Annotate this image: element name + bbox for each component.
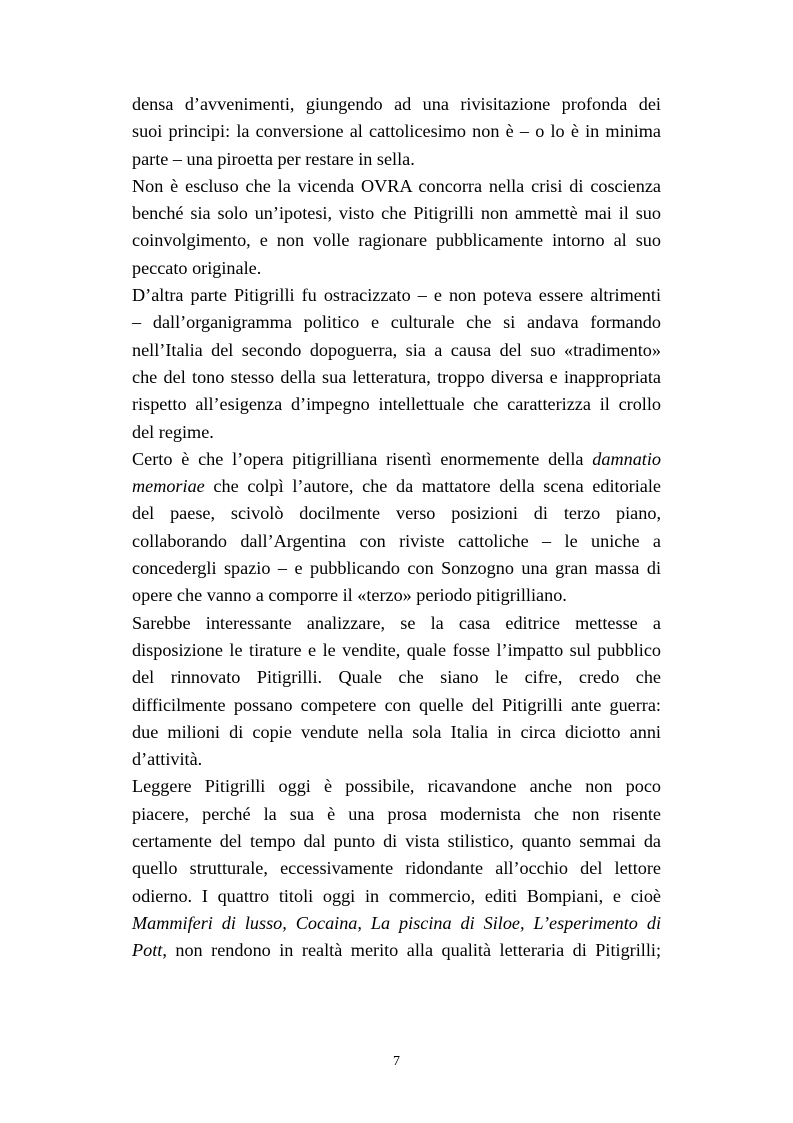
text-line [132,118,661,145]
text-segment: difficilmente possano competere con quelle del Pitigrilli ante guerra: [132,694,661,715]
text-segment: coinvolgimento, e non volle ragionare pubblicamente intorno al suo [132,230,661,251]
text-segment: , non rendono in realtà merito alla qualità letteraria di Pitigrilli; [162,940,661,961]
text-segment: concedergli spazio – e pubblicando con Sonzogno una gran massa di [132,558,661,579]
text-segment: opere che vanno a comporre il «terzo» periodo pitigrilliano. [132,585,567,606]
text-line [132,309,661,336]
text-segment: del rinnovato Pitigrilli. Quale che siano le cifre, credo che [132,667,661,688]
text-line [132,883,661,910]
text-segment: Non è escluso che la vicenda OVRA concorra nella crisi di coscienza [132,175,661,196]
text-segment: del paese, scivolò docilmente verso posizioni di terzo piano, [132,503,661,524]
text-segment: che colpì l’autore, che da mattatore della scena editoriale [204,476,661,497]
text-line [132,91,661,118]
text-segment: collaborando dall’Argentina con riviste cattoliche – le uniche a [132,530,661,551]
text-segment: d’attività. [132,749,203,770]
italic-text: Mammiferi di lusso, Cocaina, La piscina di Siloe, L’esperimento di [132,912,661,933]
text-segment: due milioni di copie vendute nella sola Italia in circa diciotto anni [132,721,661,742]
text-segment: che del tono stesso della sua letteratura, troppo diversa e inappropriata [132,366,661,387]
text-line [132,828,661,855]
text-line [132,801,661,828]
text-line [132,746,661,773]
text-line [132,337,661,364]
text-line [132,692,661,719]
text-line [132,555,661,582]
text-segment: suoi principi: la conversione al cattolicesimo non è – o lo è in minima [132,121,661,142]
text-line [132,528,661,555]
text-segment: – dall’organigramma politico e culturale che si andava formando [132,312,661,333]
text-line [132,227,661,254]
text-segment: piacere, perché la sua è una prosa modernista che non risente [132,803,661,824]
text-line [132,473,661,500]
page-number: 7 [393,1054,400,1069]
text-line [132,719,661,746]
text-line [132,855,661,882]
text-line [132,910,661,937]
text-line [132,500,661,527]
text-segment: quello strutturale, eccessivamente ridondante all’occhio del lettore [132,858,661,879]
text-line [132,146,661,173]
text-line [132,391,661,418]
text-segment: D’altra parte Pitigrilli fu ostracizzato – e non poteva essere altrimenti [132,285,661,306]
text-line [132,610,661,637]
text-segment: densa d’avvenimenti, giungendo ad una rivisitazione profonda dei [132,94,661,114]
text-line [132,173,661,200]
text-line [132,937,661,964]
text-segment: certamente del tempo dal punto di vista stilistico, quanto semmai da [132,831,661,852]
italic-text: memoriae [132,476,205,497]
italic-text: damnatio [592,448,661,469]
text-line [132,773,661,800]
text-segment: odierno. I quattro titoli oggi in commercio, editi Bompiani, e cioè [132,885,661,906]
text-line [132,637,661,664]
text-line [132,664,661,691]
text-line [132,419,661,446]
italic-text: Pott [132,940,163,961]
text-segment: rispetto all’esigenza d’impegno intellettuale che caratterizza il crollo [132,394,661,415]
text-line [132,582,661,609]
text-segment: Sarebbe interessante analizzare, se la casa editrice mettesse a [132,612,661,633]
text-segment: disposizione le tirature e le vendite, quale fosse l’impatto sul pubblico [132,639,661,660]
text-segment: benché sia solo un’ipotesi, visto che Pitigrilli non ammettè mai il suo [132,203,661,224]
text-segment: del regime. [132,421,214,442]
text-line [132,282,661,309]
body-text [132,91,661,965]
text-segment: peccato originale. [132,257,262,278]
text-segment: nell’Italia del secondo dopoguerra, sia a causa del suo «tradimento» [132,339,661,360]
text-line [132,200,661,227]
text-line [132,446,661,473]
text-line [132,255,661,282]
text-segment: Leggere Pitigrilli oggi è possibile, ricavandone anche non poco [132,776,661,797]
text-line [132,364,661,391]
text-segment: parte – una piroetta per restare in sella. [132,148,415,169]
text-segment: Certo è che l’opera pitigrilliana risentì enormemente della [132,448,593,469]
